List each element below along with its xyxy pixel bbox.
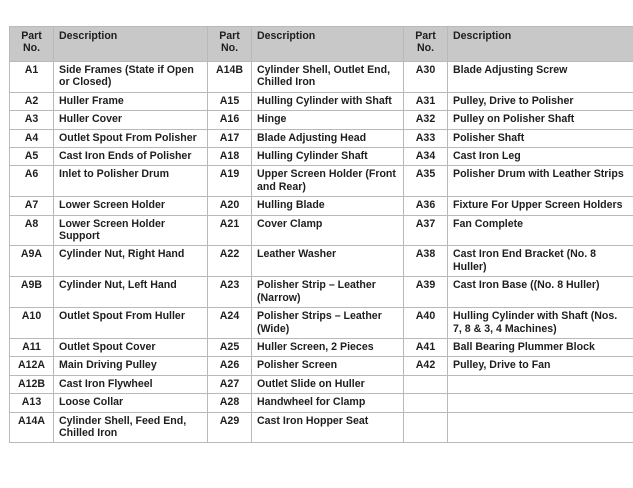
part-description-cell: Lower Screen Holder Support — [54, 215, 208, 246]
part-number-cell: A14A — [10, 412, 54, 443]
part-description-cell: Hulling Cylinder with Shaft — [252, 92, 404, 110]
part-description-cell: Upper Screen Holder (Front and Rear) — [252, 166, 404, 197]
part-number-cell: A28 — [208, 394, 252, 412]
part-description-cell: Side Frames (State if Open or Closed) — [54, 62, 208, 93]
part-description-cell: Lower Screen Holder — [54, 197, 208, 215]
part-number-cell: A9A — [10, 246, 54, 277]
part-number-cell — [404, 412, 448, 443]
part-number-cell: A29 — [208, 412, 252, 443]
part-description-cell: Polisher Drum with Leather Strips — [448, 166, 633, 197]
part-description-cell: Polisher Screen — [252, 357, 404, 375]
part-description-cell: Cylinder Shell, Outlet End, Chilled Iron — [252, 62, 404, 93]
part-description-cell: Cylinder Shell, Feed End, Chilled Iron — [54, 412, 208, 443]
part-description-cell: Outlet Spout From Huller — [54, 308, 208, 339]
table-row — [10, 215, 633, 246]
part-number-cell: A32 — [404, 111, 448, 129]
part-description-cell: Cast Iron Hopper Seat — [252, 412, 404, 443]
part-number-cell: A27 — [208, 375, 252, 393]
table-row — [10, 111, 633, 129]
part-description-cell: Handwheel for Clamp — [252, 394, 404, 412]
part-description-cell: Cylinder Nut, Right Hand — [54, 246, 208, 277]
description-header: Description — [448, 27, 633, 62]
part-number-cell: A16 — [208, 111, 252, 129]
part-number-cell: A2 — [10, 92, 54, 110]
part-number-cell: A24 — [208, 308, 252, 339]
part-number-cell: A37 — [404, 215, 448, 246]
part-description-cell — [448, 412, 633, 443]
part-description-cell: Hulling Blade — [252, 197, 404, 215]
table-row — [10, 308, 633, 339]
part-number-cell — [404, 375, 448, 393]
part-number-cell: A20 — [208, 197, 252, 215]
part-description-cell: Pulley on Polisher Shaft — [448, 111, 633, 129]
part-number-cell: A31 — [404, 92, 448, 110]
part-description-cell: Ball Bearing Plummer Block — [448, 338, 633, 356]
parts-table — [9, 26, 633, 443]
part-number-cell: A1 — [10, 62, 54, 93]
part-number-cell: A11 — [10, 338, 54, 356]
table-row — [10, 394, 633, 412]
part-number-cell: A26 — [208, 357, 252, 375]
part-description-cell: Cylinder Nut, Left Hand — [54, 277, 208, 308]
part-description-cell: Cast Iron Base ((No. 8 Huller) — [448, 277, 633, 308]
table-row — [10, 62, 633, 93]
part-number-cell: A42 — [404, 357, 448, 375]
part-description-cell: Fan Complete — [448, 215, 633, 246]
description-header: Description — [252, 27, 404, 62]
part-number-cell: A35 — [404, 166, 448, 197]
part-description-cell: Huller Screen, 2 Pieces — [252, 338, 404, 356]
header-row — [10, 27, 633, 62]
part-description-cell: Pulley, Drive to Polisher — [448, 92, 633, 110]
table-row — [10, 338, 633, 356]
part-description-cell: Blade Adjusting Head — [252, 129, 404, 147]
part-number-cell: A34 — [404, 148, 448, 166]
table-row — [10, 246, 633, 277]
part-description-cell: Cast Iron Leg — [448, 148, 633, 166]
part-number-cell: A12A — [10, 357, 54, 375]
part-number-cell: A15 — [208, 92, 252, 110]
part-number-cell: A39 — [404, 277, 448, 308]
part-number-cell: A3 — [10, 111, 54, 129]
part-description-cell: Outlet Spout Cover — [54, 338, 208, 356]
part-description-cell: Cast Iron Flywheel — [54, 375, 208, 393]
part-number-cell: A41 — [404, 338, 448, 356]
part-number-cell — [404, 394, 448, 412]
parts-table-container — [9, 26, 633, 443]
part-description-cell: Loose Collar — [54, 394, 208, 412]
part-number-cell: A14B — [208, 62, 252, 93]
part-number-cell: A13 — [10, 394, 54, 412]
part-description-cell: Huller Frame — [54, 92, 208, 110]
part-description-cell — [448, 394, 633, 412]
part-description-cell: Polisher Strips – Leather (Wide) — [252, 308, 404, 339]
part-description-cell: Fixture For Upper Screen Holders — [448, 197, 633, 215]
part-description-cell: Main Driving Pulley — [54, 357, 208, 375]
table-row — [10, 129, 633, 147]
table-row — [10, 197, 633, 215]
part-number-cell: A5 — [10, 148, 54, 166]
part-no-header: Part No. — [208, 27, 252, 62]
table-row — [10, 375, 633, 393]
part-description-cell: Cover Clamp — [252, 215, 404, 246]
part-description-cell: Polisher Strip – Leather (Narrow) — [252, 277, 404, 308]
part-number-cell: A30 — [404, 62, 448, 93]
part-number-cell: A12B — [10, 375, 54, 393]
part-number-cell: A18 — [208, 148, 252, 166]
part-description-cell: Blade Adjusting Screw — [448, 62, 633, 93]
part-description-cell: Hinge — [252, 111, 404, 129]
part-number-cell: A23 — [208, 277, 252, 308]
table-row — [10, 148, 633, 166]
part-description-cell: Outlet Spout From Polisher — [54, 129, 208, 147]
part-number-cell: A4 — [10, 129, 54, 147]
part-number-cell: A7 — [10, 197, 54, 215]
part-number-cell: A21 — [208, 215, 252, 246]
part-description-cell: Leather Washer — [252, 246, 404, 277]
part-no-header: Part No. — [10, 27, 54, 62]
part-number-cell: A8 — [10, 215, 54, 246]
part-no-header: Part No. — [404, 27, 448, 62]
part-number-cell: A22 — [208, 246, 252, 277]
description-header: Description — [54, 27, 208, 62]
table-row — [10, 357, 633, 375]
table-row — [10, 92, 633, 110]
part-number-cell: A6 — [10, 166, 54, 197]
part-description-cell: Pulley, Drive to Fan — [448, 357, 633, 375]
table-row — [10, 166, 633, 197]
part-number-cell: A38 — [404, 246, 448, 277]
part-description-cell: Inlet to Polisher Drum — [54, 166, 208, 197]
part-number-cell: A10 — [10, 308, 54, 339]
table-row — [10, 412, 633, 443]
table-row — [10, 277, 633, 308]
part-description-cell: Hulling Cylinder Shaft — [252, 148, 404, 166]
part-number-cell: A36 — [404, 197, 448, 215]
part-number-cell: A25 — [208, 338, 252, 356]
part-description-cell: Cast Iron End Bracket (No. 8 Huller) — [448, 246, 633, 277]
part-description-cell: Hulling Cylinder with Shaft (Nos. 7, 8 & 3, 4 Machines) — [448, 308, 633, 339]
part-number-cell: A40 — [404, 308, 448, 339]
part-number-cell: A17 — [208, 129, 252, 147]
part-number-cell: A19 — [208, 166, 252, 197]
part-description-cell: Cast Iron Ends of Polisher — [54, 148, 208, 166]
part-description-cell — [448, 375, 633, 393]
part-number-cell: A33 — [404, 129, 448, 147]
part-description-cell: Outlet Slide on Huller — [252, 375, 404, 393]
part-number-cell: A9B — [10, 277, 54, 308]
parts-table-body — [10, 62, 633, 443]
part-description-cell: Polisher Shaft — [448, 129, 633, 147]
part-description-cell: Huller Cover — [54, 111, 208, 129]
